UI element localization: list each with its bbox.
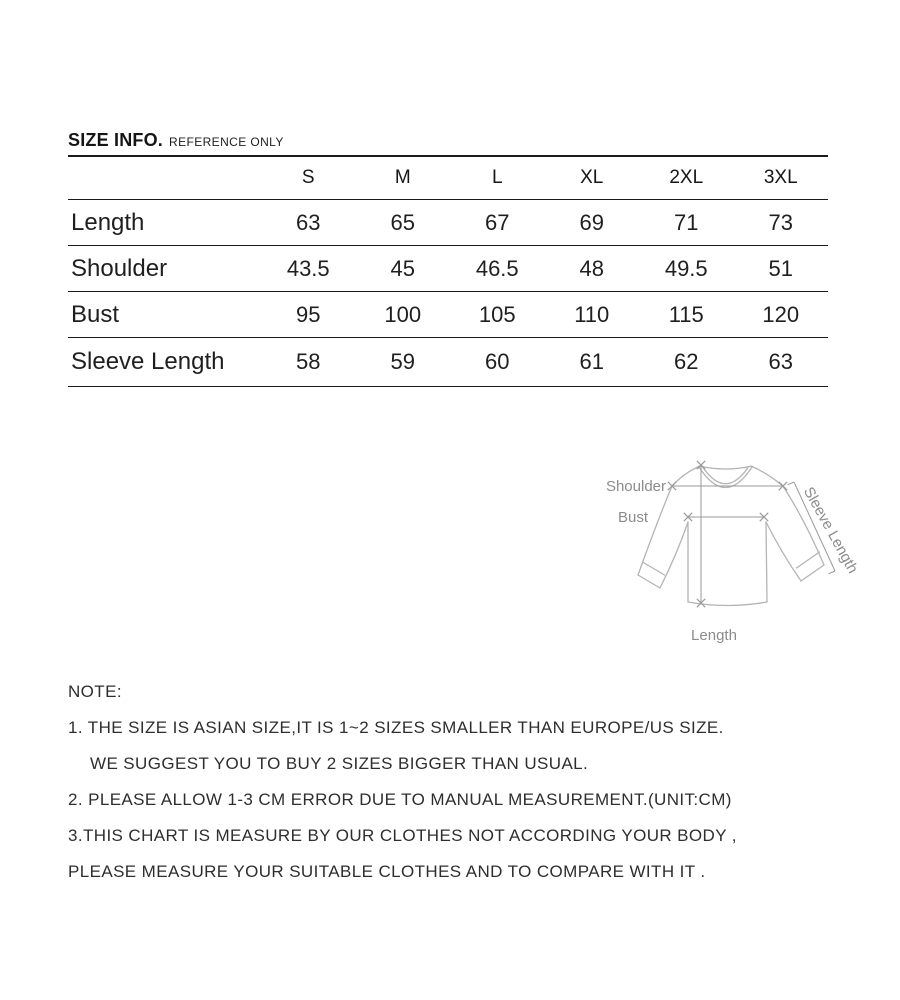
length-value-l: 67	[450, 200, 545, 246]
size-header-row	[68, 156, 828, 200]
collar-outer-edge	[699, 467, 752, 488]
torso-right-edge	[766, 522, 767, 602]
sleeve-value-s: 58	[261, 338, 356, 387]
right-cuff-band	[797, 552, 820, 568]
bust-value-l: 105	[450, 292, 545, 338]
left-cuff-band	[643, 562, 665, 575]
size-column-header-l: L	[450, 156, 545, 200]
size-column-header-m: M	[356, 156, 451, 200]
sleeve-value-m: 59	[356, 338, 451, 387]
page-subtitle: REFERENCE ONLY	[169, 135, 284, 149]
right-sleeve-inner-edge	[766, 522, 801, 581]
collar-inner-edge	[703, 468, 748, 484]
sleeve-value-3xl: 63	[734, 338, 829, 387]
page-title: SIZE INFO.	[68, 130, 164, 150]
garment-measurement-diagram	[590, 440, 880, 650]
table-row-length	[68, 200, 828, 246]
length-value-3xl: 73	[734, 200, 829, 246]
measure-x-markers	[668, 461, 787, 607]
size-info-header	[68, 130, 284, 152]
bracket-top-tick	[788, 482, 795, 485]
bust-value-2xl: 115	[639, 292, 734, 338]
size-chart-table	[68, 155, 828, 387]
left-sleeve-inner-edge	[660, 522, 688, 588]
size-column-header-s: S	[261, 156, 356, 200]
row-label-shoulder: Shoulder	[68, 246, 261, 292]
sleeve-value-l: 60	[450, 338, 545, 387]
diagram-label-sleeve-length: Sleeve Length	[799, 484, 862, 577]
note-line-5: PLEASE MEASURE YOUR SUITABLE CLOTHES AND TO COMPARE WITH IT .	[68, 862, 706, 881]
sleeve-value-2xl: 62	[639, 338, 734, 387]
table-corner-cell	[68, 156, 261, 200]
diagram-label-length: Length	[691, 627, 737, 644]
sleeve-value-xl: 61	[545, 338, 640, 387]
notes-heading: NOTE:	[68, 682, 122, 701]
size-column-header-3xl: 3XL	[734, 156, 829, 200]
shoulder-value-m: 45	[356, 246, 451, 292]
bust-value-m: 100	[356, 292, 451, 338]
table-row-shoulder	[68, 246, 828, 292]
left-cuff-end	[638, 575, 660, 588]
right-cuff-end	[801, 565, 824, 581]
note-line-3: 2. PLEASE ALLOW 1-3 CM ERROR DUE TO MANUAL MEASUREMENT.(UNIT:CM)	[68, 790, 732, 809]
left-shoulder-seam	[672, 467, 699, 487]
right-shoulder-seam	[752, 467, 783, 487]
notes-section	[68, 674, 737, 890]
bust-value-s: 95	[261, 292, 356, 338]
shoulder-value-s: 43.5	[261, 246, 356, 292]
shoulder-value-2xl: 49.5	[639, 246, 734, 292]
note-line-1: 1. THE SIZE IS ASIAN SIZE,IT IS 1~2 SIZES SMALLER THAN EUROPE/US SIZE.	[68, 718, 724, 737]
length-value-m: 65	[356, 200, 451, 246]
shoulder-value-3xl: 51	[734, 246, 829, 292]
length-value-s: 63	[261, 200, 356, 246]
note-line-4: 3.THIS CHART IS MEASURE BY OUR CLOTHES NOT ACCORDING YOUR BODY ,	[68, 826, 737, 845]
shoulder-value-l: 46.5	[450, 246, 545, 292]
note-line-2: WE SUGGEST YOU TO BUY 2 SIZES BIGGER THAN USUAL.	[90, 754, 589, 773]
shoulder-value-xl: 48	[545, 246, 640, 292]
row-label-sleeve-length: Sleeve Length	[68, 338, 261, 387]
size-column-header-xl: XL	[545, 156, 640, 200]
diagram-label-shoulder: Shoulder	[605, 478, 666, 495]
length-value-xl: 69	[545, 200, 640, 246]
table-row-sleeve-length	[68, 338, 828, 387]
bracket-bottom-tick	[829, 571, 836, 574]
bust-value-xl: 110	[545, 292, 640, 338]
bust-value-3xl: 120	[734, 292, 829, 338]
length-value-2xl: 71	[639, 200, 734, 246]
row-label-length: Length	[68, 200, 261, 246]
collar-back-edge	[699, 466, 752, 469]
diagram-label-bust: Bust	[617, 509, 648, 526]
size-column-header-2xl: 2XL	[639, 156, 734, 200]
table-row-bust	[68, 292, 828, 338]
row-label-bust: Bust	[68, 292, 261, 338]
